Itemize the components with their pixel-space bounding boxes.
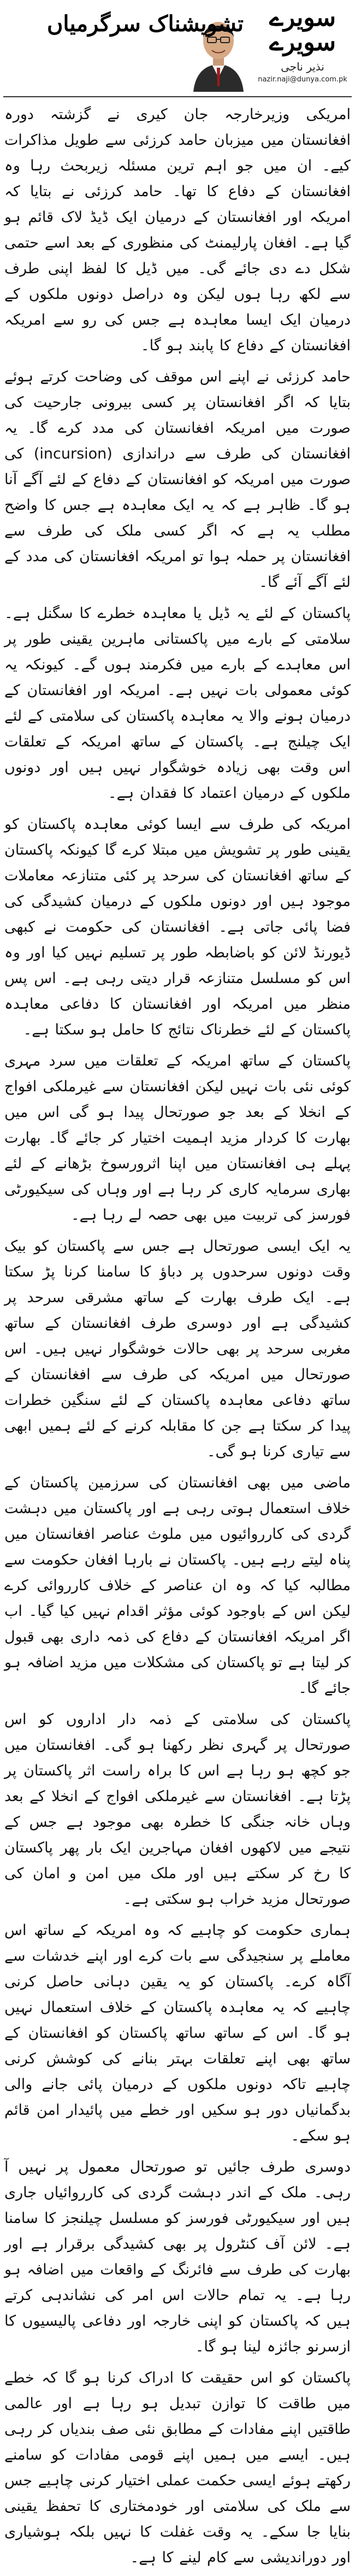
paragraph: پاکستان کے ساتھ امریکہ کے تعلقات میں سرد مہری کوئی نئی بات نہیں لیکن افغانستان سے غیرملکی افواج کے انخلا کے بعد جو صورتحال پیدا ہو گی اس میں بھارت کا کردار مزید اہمیت اختیار کر جائے گا۔ بھارت پہلے ہی افغانستان میں اپنا اثرورسوخ بڑھانے کے لئے بھاری سرمایہ کاری کر رہا ہے اور وہاں کی سیکیورٹی فورسز کی تربیت میں بھی حصہ لے رہا ہے۔ [4,1052,351,1224]
column-header [0,0,355,93]
author-name: نذیر ناجی [281,60,324,73]
column-body [4,102,351,2576]
paragraph: امریکہ کی طرف سے ایسا کوئی معاہدہ پاکستان کو یقینی طور پر تشویش میں مبتلا کرے گا کیونکہ پاکستان کے ساتھ افغانستان کی سرحد پر کئی متنازعہ معاملات موجود ہیں اور دونوں ملکوں کے درمیان کشیدگی کی فضا پائی جاتی ہے۔ افغانستان کی حکومت نے کبھی ڈیورنڈ لائن کو باضابطہ طور پر تسلیم نہیں کیا اور وہ اس کو مسلسل متنازعہ قرار دیتی رہی ہے۔ اس پس منظر میں امریکہ اور افغانستان کا دفاعی معاہدہ پاکستان کے لئے خطرناک نتائج کا حامل ہو سکتا ہے۔ [4,816,351,1038]
paragraph: امریکی وزیرخارجہ جان کیری نے گزشتہ دورہ افغانستان میں میزبان حامد کرزئی سے طویل مذاکرات کیے۔ ان میں جو اہم ترین مسئلہ زیربحث رہا وہ افغانستان کے دفاع کا تھا۔ حامد کرزئی نے بتایا کہ امریکہ اور افغانستان کے درمیان ایک ڈیڈ لاک قائم ہو گیا ہے۔ افغان پارلیمنٹ کی منظوری کے بعد اسے حتمی شکل دے دی جائے گی۔ میں ڈیل کا لفظ اپنی طرف سے لکھ رہا ہوں لیکن وہ دراصل دونوں ملکوں کے درمیان ایک ایسا معاہدہ ہے جس کی رو سے امریکہ افغانستان کے دفاع کا پابند ہو گا۔ [4,106,351,354]
paragraph: حامد کرزئی نے اپنے اس موقف کی وضاحت کرتے ہوئے بتایا کہ اگر افغانستان پر کسی بیرونی جارحیت کی صورت میں امریکہ افغانستان کی مدد کرے گا۔ یہ افغانستان کی طرف سے دراندازی (incursion) کی صورت میں امریکہ کو افغانستان کے دفاع کے لئے آگے آنا ہو گا۔ ظاہر ہے کہ یہ ایک معاہدہ ہے جس کا واضح مطلب یہ ہے کہ اگر کسی ملک کی طرف سے افغانستان پر حملہ ہوا تو امریکہ افغانستان کی مدد کے لئے آگے آئے گا۔ [4,368,351,591]
paragraph: پاکستان کو اس حقیقت کا ادراک کرنا ہو گا کہ خطے میں طاقت کا توازن تبدیل ہو رہا ہے اور عالمی طاقتیں اپنے مفادات کے مطابق نئی صف بندیاں کر رہی ہیں۔ ایسے میں ہمیں اپنے قومی مفادات کو سامنے رکھتے ہوئے ایسی حکمت عملی اختیار کرنی چاہیے جس سے ملک کی سلامتی اور خودمختاری کا تحفظ یقینی بنایا جا سکے۔ یہ وقت غفلت کا نہیں بلکہ ہوشیاری اور دوراندیشی سے کام لینے کا ہے۔ [4,2369,351,2566]
paragraph: دوسری طرف جائیں تو صورتحال معمول پر نہیں آ رہی۔ ملک کے اندر دہشت گردی کی کارروائیاں جاری ہیں اور سیکیورٹی فورسز کو مسلسل چیلنجز کا سامنا ہے۔ لائن آف کنٹرول پر بھی کشیدگی برقرار ہے اور بھارت کی طرف سے فائرنگ کے واقعات میں اضافہ ہو رہا ہے۔ یہ تمام حالات اس امر کی نشاندہی کرتے ہیں کہ پاکستان کو اپنی خارجہ اور دفاعی پالیسیوں کا ازسرنو جائزہ لینا ہو گا۔ [4,2159,351,2355]
brand-logo-line2: سویرے [269,28,336,56]
masthead [253,5,352,84]
paragraph: پاکستان کے لئے یہ ڈیل یا معاہدہ خطرے کا سگنل ہے۔ سلامتی کے بارے میں پاکستانی ماہرین یقینی طور پر اس معاہدے کے بارے میں فکرمند ہوں گے۔ کیونکہ یہ کوئی معمولی بات نہیں ہے۔ امریکہ اور افغانستان کے درمیان ہونے والا یہ معاہدہ پاکستان کی سلامتی کے لئے ایک چیلنج ہے۔ پاکستان کے ساتھ امریکہ کے تعلقات اس وقت بھی زیادہ خوشگوار نہیں ہیں اور دونوں ملکوں کے درمیان اعتماد کا فقدان ہے۔ [4,605,351,802]
headline-box [3,8,244,40]
header-divider [3,96,352,97]
paragraph: ہماری حکومت کو چاہیے کہ وہ امریکہ کے ساتھ اس معاملے پر سنجیدگی سے بات کرے اور اپنے خدشات سے آگاہ کرے۔ پاکستان کو یہ یقین دہانی حاصل کرنی چاہیے کہ یہ معاہدہ پاکستان کے خلاف استعمال نہیں ہو گا۔ اس کے ساتھ ساتھ پاکستان کو افغانستان کے ساتھ بھی اپنے تعلقات بہتر بنانے کی کوشش کرنی چاہیے تاکہ دونوں ملکوں کے درمیان پائی جانے والی بدگمانیاں دور ہو سکیں اور خطے میں پائیدار امن قائم ہو سکے۔ [4,1922,351,2144]
column-headline: تشویشناک سرگرمیاں [46,11,244,37]
paragraph: یہ ایک ایسی صورتحال ہے جس سے پاکستان کو بیک وقت دونوں سرحدوں پر دباؤ کا سامنا کرنا پڑ سکتا ہے۔ ایک طرف بھارت کے ساتھ مشرقی سرحد پر کشیدگی ہے اور دوسری طرف افغانستان کے ساتھ مغربی سرحد پر بھی حالات خوشگوار نہیں ہیں۔ اس صورتحال میں امریکہ کی طرف سے افغانستان کے ساتھ دفاعی معاہدہ پاکستان کے لئے سنگین خطرات پیدا کر سکتا ہے جن کا مقابلہ کرنے کے لئے ہمیں ابھی سے تیاری کرنا ہو گی۔ [4,1238,351,1460]
paragraph: پاکستان کی سلامتی کے ذمہ دار اداروں کو اس صورتحال پر گہری نظر رکھنا ہو گی۔ افغانستان میں جو کچھ ہو رہا ہے اس کا براہ راست اثر پاکستان پر پڑتا ہے۔ افغانستان سے غیرملکی افواج کے انخلا کے بعد وہاں خانہ جنگی کا خطرہ بھی موجود ہے جس کے نتیجے میں لاکھوں افغان مہاجرین ایک بار پھر پاکستان کا رخ کر سکتے ہیں اور ملک میں امن و امان کی صورتحال مزید خراب ہو سکتی ہے۔ [4,1711,351,1908]
author-email: nazir.naji@dunya.com.pk [258,75,347,84]
brand-logo-line1: سویرے [269,4,336,32]
paragraph: ماضی میں بھی افغانستان کی سرزمین پاکستان کے خلاف استعمال ہوتی رہی ہے اور پاکستان میں دہشت گردی کی کارروائیوں میں ملوث عناصر افغانستان میں پناہ لیتے رہے ہیں۔ پاکستان نے بارہا افغان حکومت سے مطالبہ کیا کہ وہ ان عناصر کے خلاف کارروائی کرے لیکن اس کے باوجود کوئی مؤثر اقدام نہیں کیا گیا۔ اب اگر امریکہ افغانستان کے دفاع کی ذمہ داری بھی قبول کر لیتا ہے تو پاکستان کی مشکلات میں مزید اضافہ ہو جائے گا۔ [4,1474,351,1697]
